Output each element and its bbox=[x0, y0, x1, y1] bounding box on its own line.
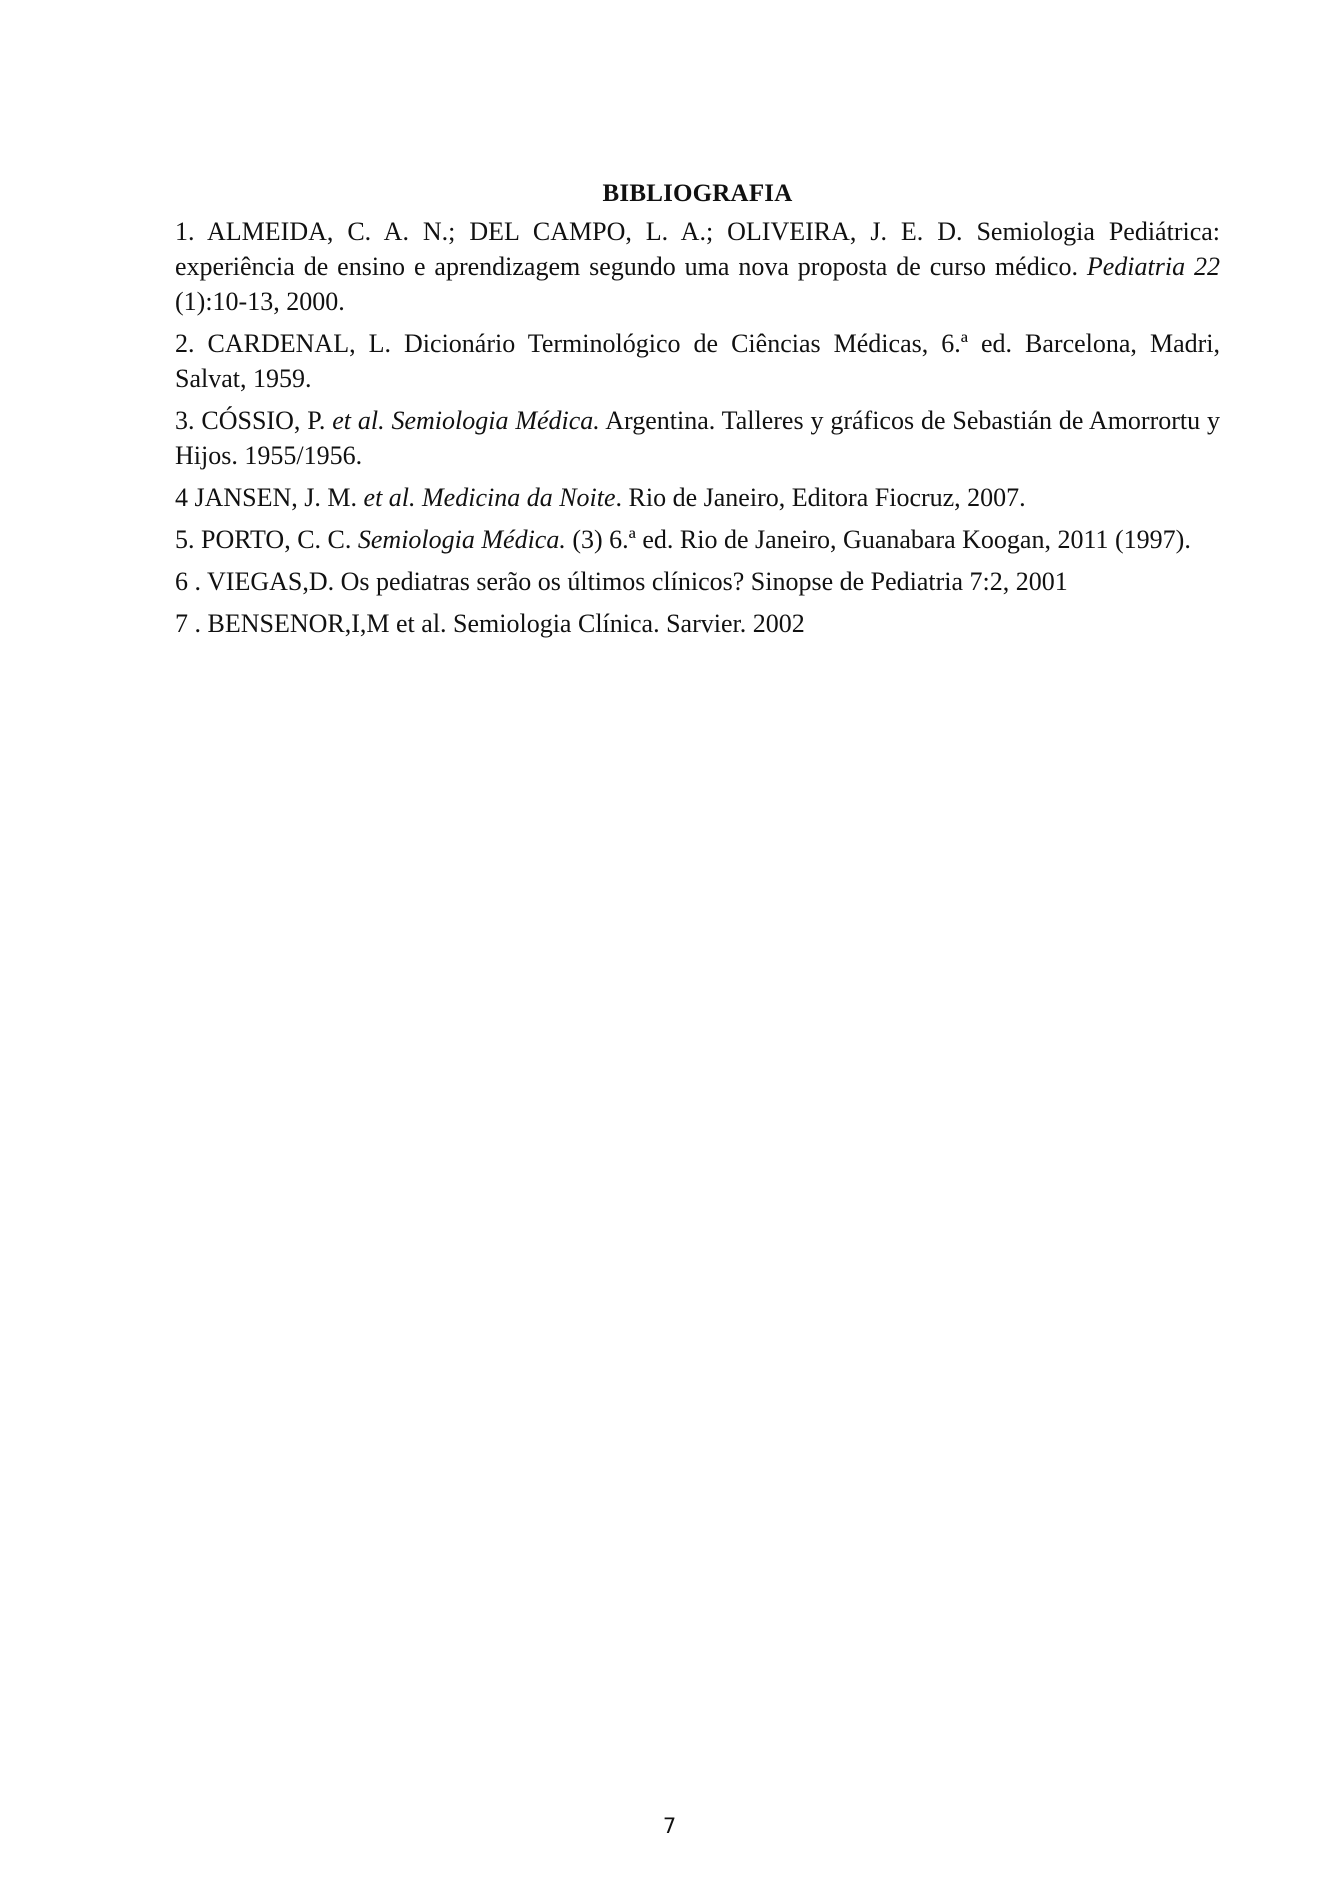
reference-3-title: et al. Semiologia Médica. bbox=[332, 406, 600, 435]
reference-3-tail: Argentina. Talleres y gráficos de Sebastián de Amorrortu y Hijos. 1955/1956. bbox=[175, 406, 1220, 470]
reference-4-tail: . Rio de Janeiro, Editora Fiocruz, 2007. bbox=[615, 483, 1026, 512]
page-number: 7 bbox=[662, 1814, 677, 1838]
reference-item-1 bbox=[175, 214, 1220, 319]
reference-3-text: 3. CÓSSIO, P. bbox=[175, 406, 333, 435]
reference-item-7 bbox=[175, 606, 1220, 641]
reference-item-2 bbox=[175, 326, 1220, 396]
reference-item-4 bbox=[175, 480, 1220, 515]
bibliography-section bbox=[175, 176, 1220, 648]
section-heading: BIBLIOGRAFIA bbox=[602, 180, 793, 207]
reference-6-text: 6 . VIEGAS,D. Os pediatras serão os últimos clínicos? Sinopse de Pediatria 7:2, 2001 bbox=[175, 567, 1068, 596]
reference-5-title: Semiologia Médica. bbox=[357, 525, 566, 554]
reference-1-text: 1. ALMEIDA, C. A. N.; DEL CAMPO, L. A.; OLIVEIRA, J. E. D. Semiologia Pediátrica: experiência de ensino e aprendizagem segundo uma nova proposta de curso médico. bbox=[175, 217, 1220, 281]
reference-5-tail: (3) 6.ª ed. Rio de Janeiro, Guanabara Koogan, 2011 (1997). bbox=[565, 525, 1191, 554]
reference-7-text: 7 . BENSENOR,I,M et al. Semiologia Clínica. Sarvier. 2002 bbox=[175, 609, 805, 638]
reference-1-tail: (1):10-13, 2000. bbox=[175, 287, 345, 316]
reference-4-title: et al. Medicina da Noite bbox=[363, 483, 616, 512]
reference-item-6 bbox=[175, 564, 1220, 599]
reference-2-text: 2. CARDENAL, L. Dicionário Terminológico de Ciências Médicas, 6.ª ed. Barcelona, Madri, Salvat, 1959. bbox=[175, 329, 1220, 393]
reference-item-5 bbox=[175, 522, 1220, 557]
reference-4-text: 4 JANSEN, J. M. bbox=[175, 483, 364, 512]
reference-5-text: 5. PORTO, C. C. bbox=[175, 525, 358, 554]
reference-item-3 bbox=[175, 403, 1220, 473]
reference-1-journal: Pediatria 22 bbox=[1086, 252, 1220, 281]
